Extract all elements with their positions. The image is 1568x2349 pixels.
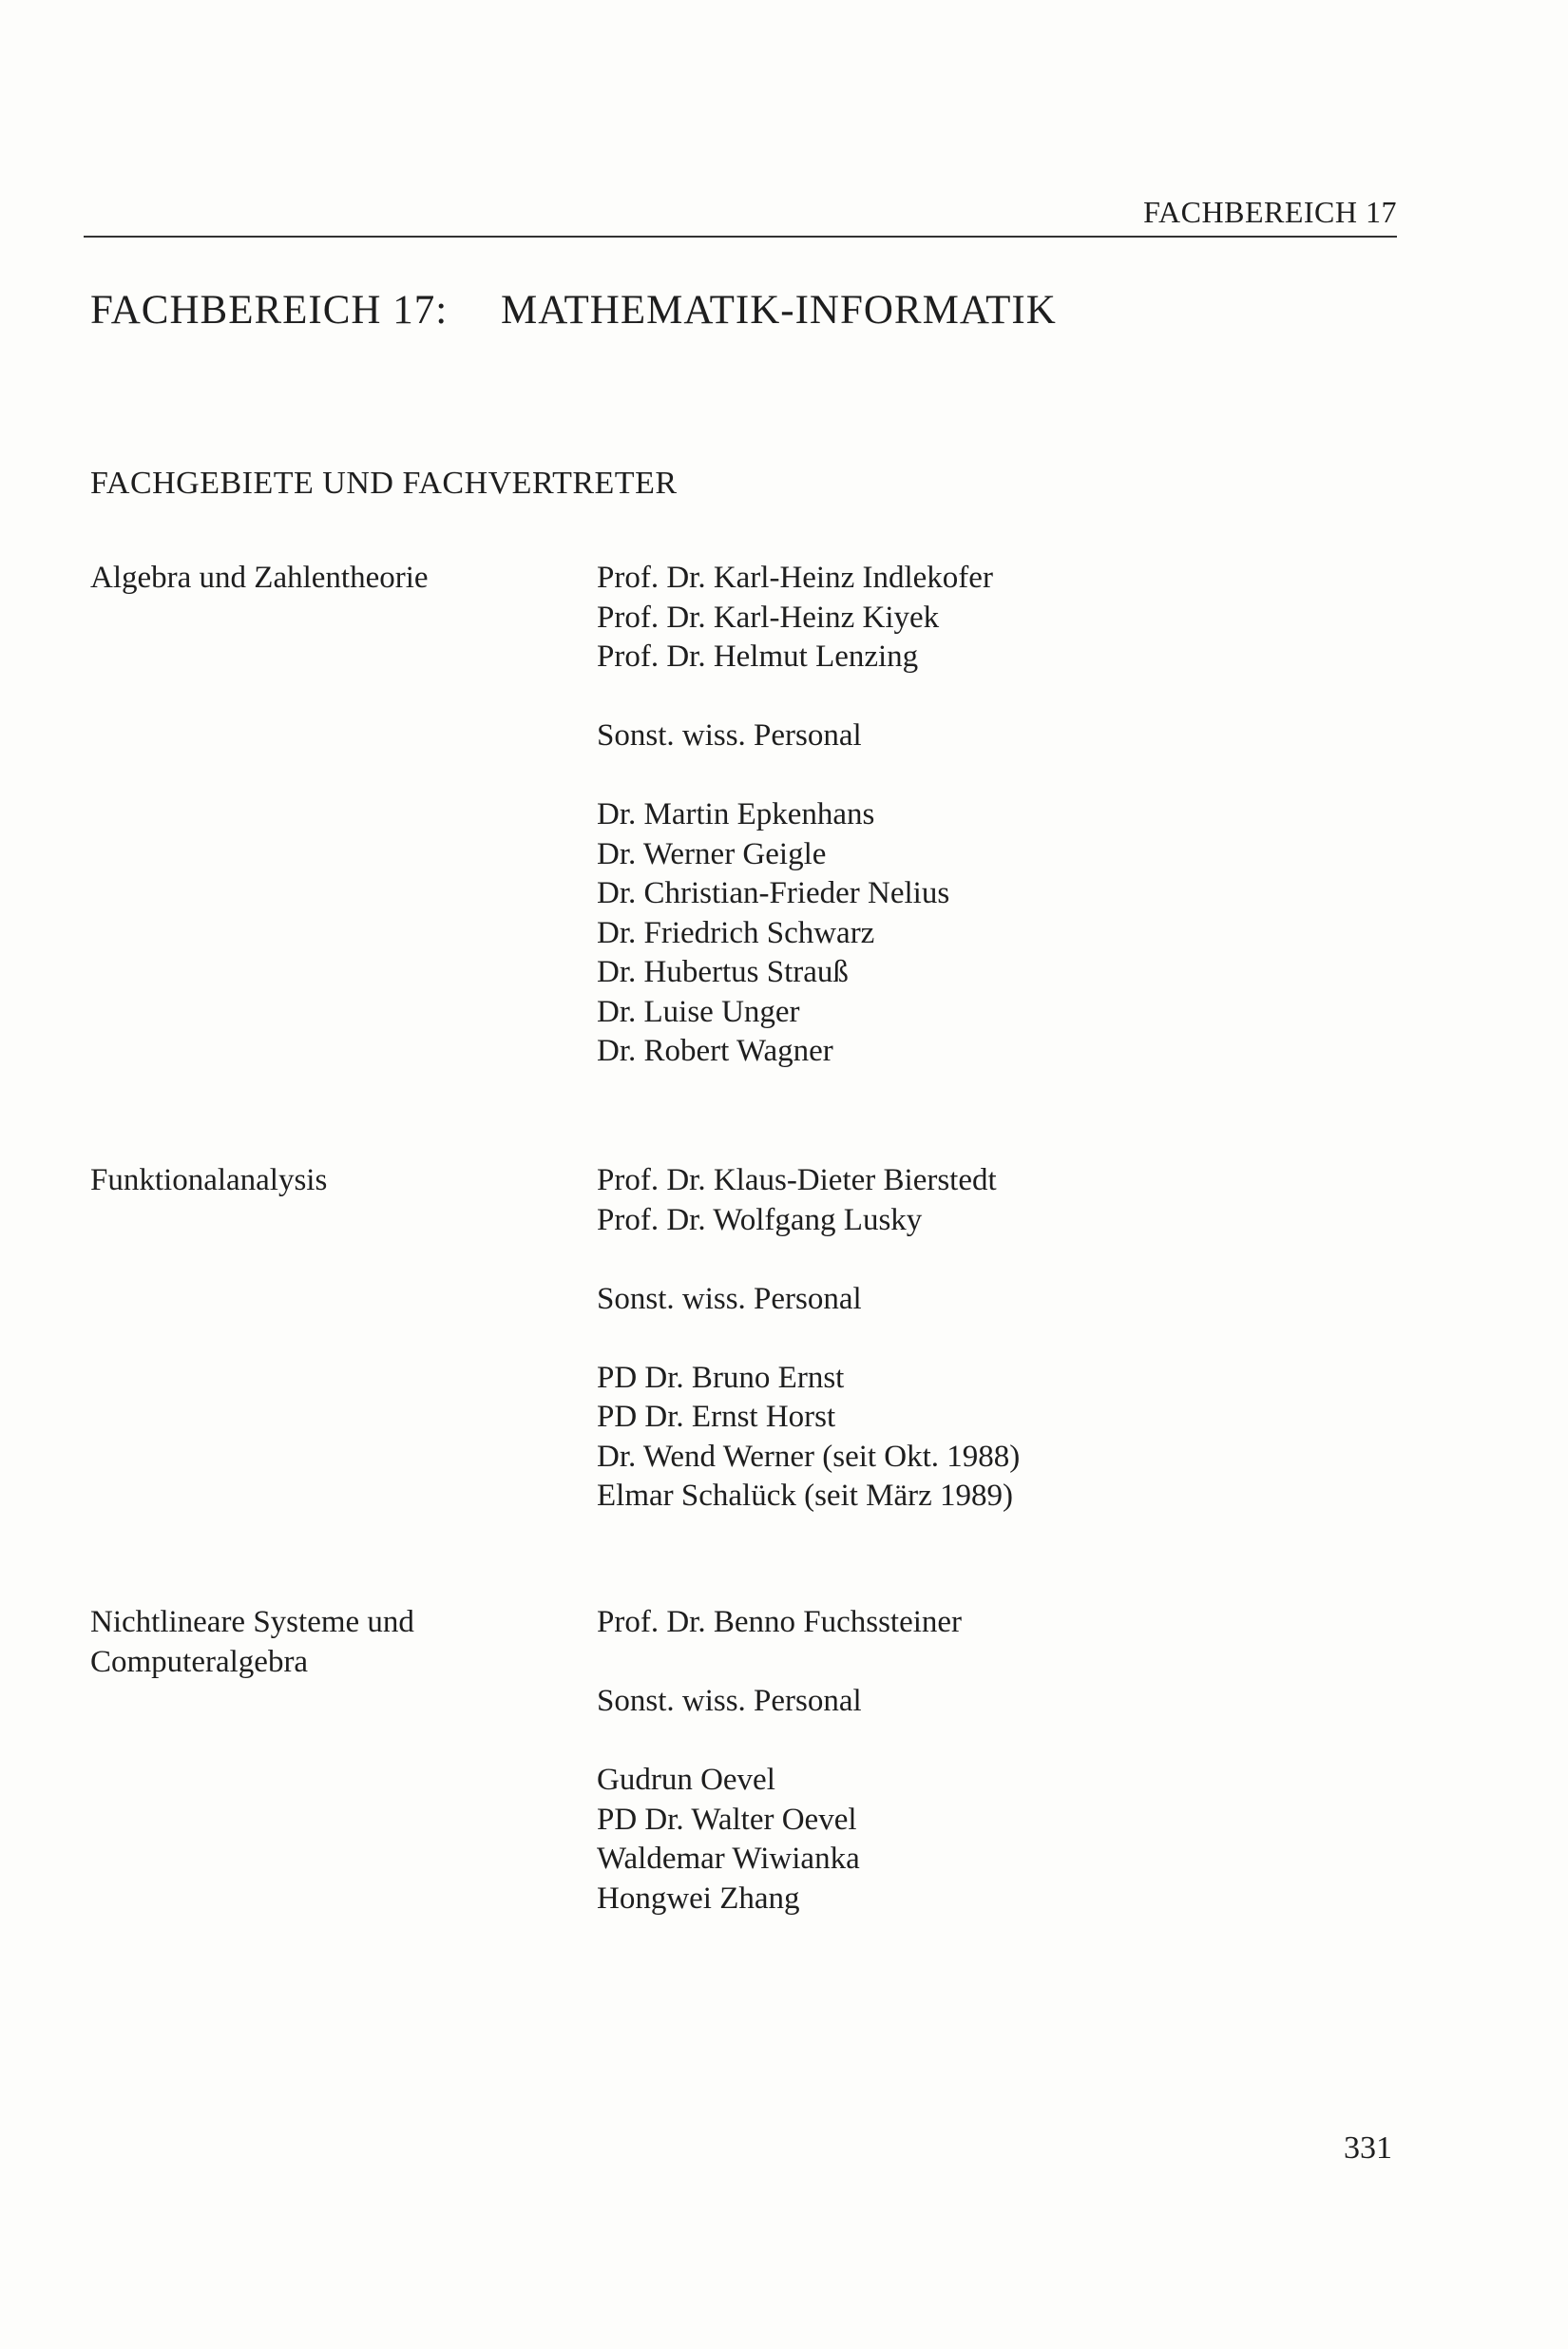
chapter-name: MATHEMATIK-INFORMATIK [501,288,1057,333]
staff-name: Waldemar Wiwianka [597,1842,860,1876]
subject-name [90,1603,565,1682]
staff-name: Gudrun Oevel [597,1763,775,1797]
staff-column [597,559,1357,1072]
staff-name: Dr. Christian-Frieder Nelius [597,876,950,910]
chapter-title [90,287,1057,334]
staff-name: Dr. Werner Geigle [597,836,827,871]
staff-name: Dr. Robert Wagner [597,1034,833,1068]
professor-name: Prof. Dr. Klaus-Dieter Bierstedt [597,1163,997,1197]
staff-label: Sonst. wiss. Personal [597,1684,862,1718]
chapter-number: FACHBEREICH 17: [90,288,449,333]
staff-name: Dr. Friedrich Schwarz [597,915,875,950]
staff-column [597,1161,1357,1517]
page-number: 331 [1344,2130,1392,2166]
staff-name: Dr. Wend Werner (seit Okt. 1988) [597,1439,1021,1474]
staff-name: PD Dr. Bruno Ernst [597,1360,845,1395]
professor-name: Prof. Dr. Benno Fuchssteiner [597,1605,963,1639]
staff-name: Dr. Hubertus Strauß [597,955,849,989]
staff-name: Hongwei Zhang [597,1881,800,1916]
staff-column [597,1603,1357,1919]
subject-name-line: Nichtlineare Systeme und [90,1605,414,1639]
staff-name: Elmar Schalück (seit März 1989) [597,1479,1014,1513]
subject-name: Algebra und Zahlentheorie [90,561,429,595]
professor-name: Prof. Dr. Wolfgang Lusky [597,1202,923,1237]
professor-name: Prof. Dr. Karl-Heinz Kiyek [597,600,940,635]
header-rule [84,236,1397,238]
staff-name: PD Dr. Walter Oevel [597,1802,857,1837]
professor-name: Prof. Dr. Karl-Heinz Indlekofer [597,561,993,595]
staff-name: Dr. Martin Epkenhans [597,797,875,831]
professor-name: Prof. Dr. Helmut Lenzing [597,640,919,674]
staff-name: PD Dr. Ernst Horst [597,1400,836,1434]
running-header: FACHBEREICH 17 [1143,195,1397,229]
staff-name: Dr. Luise Unger [597,994,800,1029]
subject-name: Funktionalanalysis [90,1163,328,1197]
section-title: FACHGEBIETE UND FACHVERTRETER [90,466,678,501]
staff-label: Sonst. wiss. Personal [597,718,862,753]
staff-label: Sonst. wiss. Personal [597,1281,862,1316]
subject-name-line: Computeralgebra [90,1644,309,1679]
